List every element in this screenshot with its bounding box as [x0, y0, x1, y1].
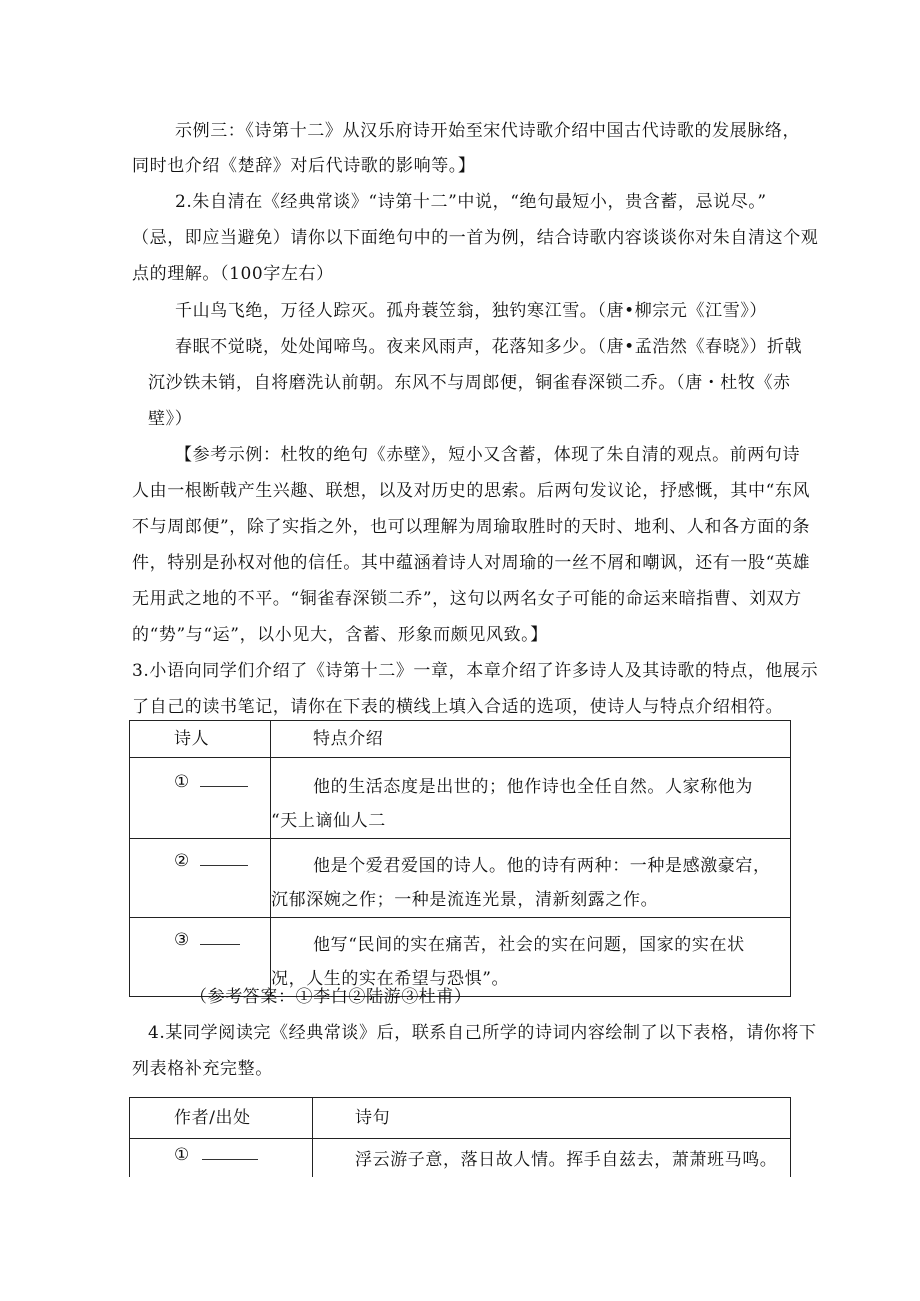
question4-line1: 4.某同学阅读完《经典常谈》后，联系自己所学的诗词内容绘制了以下表格，请你将下	[148, 1023, 817, 1043]
question3-line2: 了自己的读书笔记，请你在下表的横线上填入合适的选项，使诗人与特点介绍相符。	[132, 697, 784, 717]
verse-cell-1: 浮云游子意，落日故人情。挥手自兹去，萧萧班马鸣。	[313, 1139, 791, 1177]
reference-line2: 人由一根断戟产生兴趣、联想，以及对历史的思索。后两句发议论，抒感慨，其中“东风	[132, 481, 811, 501]
reference-line5: 无用武之地的不平。“铜雀春深锁二乔”，这句以两名女子可能的命运来暗指曹、刘双方	[132, 589, 802, 609]
table-header-row	[130, 721, 791, 758]
circled-number: ①	[174, 772, 190, 792]
poem-chibi-line3: 壁》）	[148, 409, 193, 429]
feature-cell-1	[271, 758, 791, 839]
poem-chunxiao-line1: 春眠不觉晓，处处闻啼鸟。夜来风雨声，花落知多少。（唐•孟浩然《春晓》）折戟	[175, 337, 803, 357]
feature-line: 他写“民间的实在痛苦，社会的实在问题，国家的实在状	[313, 935, 745, 955]
answer-blank-1[interactable]	[200, 786, 248, 787]
answer-blank-2[interactable]	[200, 865, 248, 866]
answer-blank-3[interactable]	[200, 944, 240, 945]
reference-line1: 【参考示例：杜牧的绝句《赤壁》，短小又含蓄，体现了朱自清的观点。前两句诗	[175, 445, 801, 465]
example3-line2: 同时也介绍《楚辞》对后代诗歌的影响等。】	[132, 156, 476, 176]
circled-number: ②	[174, 851, 190, 871]
feature-line: 沉郁深婉之作；一种是流连光景，清新刻露之作。	[271, 890, 659, 910]
feature-line: 况，人生的实在希望与恐惧”。	[271, 969, 510, 989]
poem-chibi-line2: 沉沙铁未销，自将磨洗认前朝。东风不与周郎便，铜雀春深锁二乔。（唐・杜牧《赤	[148, 373, 791, 393]
feature-cell-2	[271, 839, 791, 918]
feature-line: 他是个爱君爱国的诗人。他的诗有两种：一种是感激豪宕，	[313, 856, 771, 876]
answer3-line: （参考答案：①李白②陆游③杜甫）	[190, 987, 472, 1007]
question3-line1: 3.小语向同学们介绍了《诗第十二》一章，本章介绍了许多诗人及其诗歌的特点，他展示	[132, 661, 819, 681]
answer-blank-4[interactable]	[202, 1159, 258, 1160]
reference-line3: 不与周郎便”，除了实指之外，也可以理解为周瑜取胜时的天时、地利、人和各方面的条	[132, 517, 811, 537]
poem-jiangxue: 千山鸟飞绝，万径人踪灭。孤舟蓑笠翁，独钓寒江雪。（唐•柳宗元《江雪》）	[175, 301, 768, 321]
reference-line6: 的“势”与“运”，以小见大，含蓄、形象而颇见风致。】	[132, 625, 548, 645]
table-row	[130, 1139, 791, 1177]
feature-line: 他的生活态度是出世的；他作诗也全任自然。人家称他为	[313, 777, 753, 797]
question2-line3: 点的理解。（100字左右）	[132, 264, 334, 284]
circled-number: ③	[174, 930, 190, 950]
feature-line: “天上谪仙人二	[271, 811, 386, 831]
example3-line1: 示例三：《诗第十二》从汉乐府诗开始至宋代诗歌介绍中国古代诗歌的发展脉络，	[175, 121, 801, 141]
poet-cell-2	[130, 839, 271, 918]
table-row	[130, 758, 791, 839]
question4-line2: 列表格补充完整。	[132, 1059, 273, 1079]
header-verse: 诗句	[313, 1098, 791, 1139]
poet-cell-1	[130, 758, 271, 839]
author-cell-1	[130, 1139, 313, 1177]
table-header-row	[130, 1098, 791, 1139]
circled-number: ①	[174, 1145, 190, 1165]
header-features: 特点介绍	[271, 721, 791, 758]
reference-line4: 件，特别是孙权对他的信任。其中蕴涵着诗人对周瑜的一丝不屑和嘲讽，还有一股“英雄	[132, 553, 811, 573]
poet-features-table	[129, 720, 791, 997]
table-row	[130, 839, 791, 918]
header-author: 作者/出处	[130, 1098, 313, 1139]
header-poet: 诗人	[130, 721, 271, 758]
author-poem-table	[129, 1097, 791, 1177]
question2-line2: （忌，即应当避免）请你以下面绝句中的一首为例，结合诗歌内容谈谈你对朱自清这个观	[132, 228, 819, 248]
question2-line1: 2.朱自清在《经典常谈》“诗第十二”中说，“绝句最短小，贵含蓄，忌说尽。”	[175, 192, 767, 212]
